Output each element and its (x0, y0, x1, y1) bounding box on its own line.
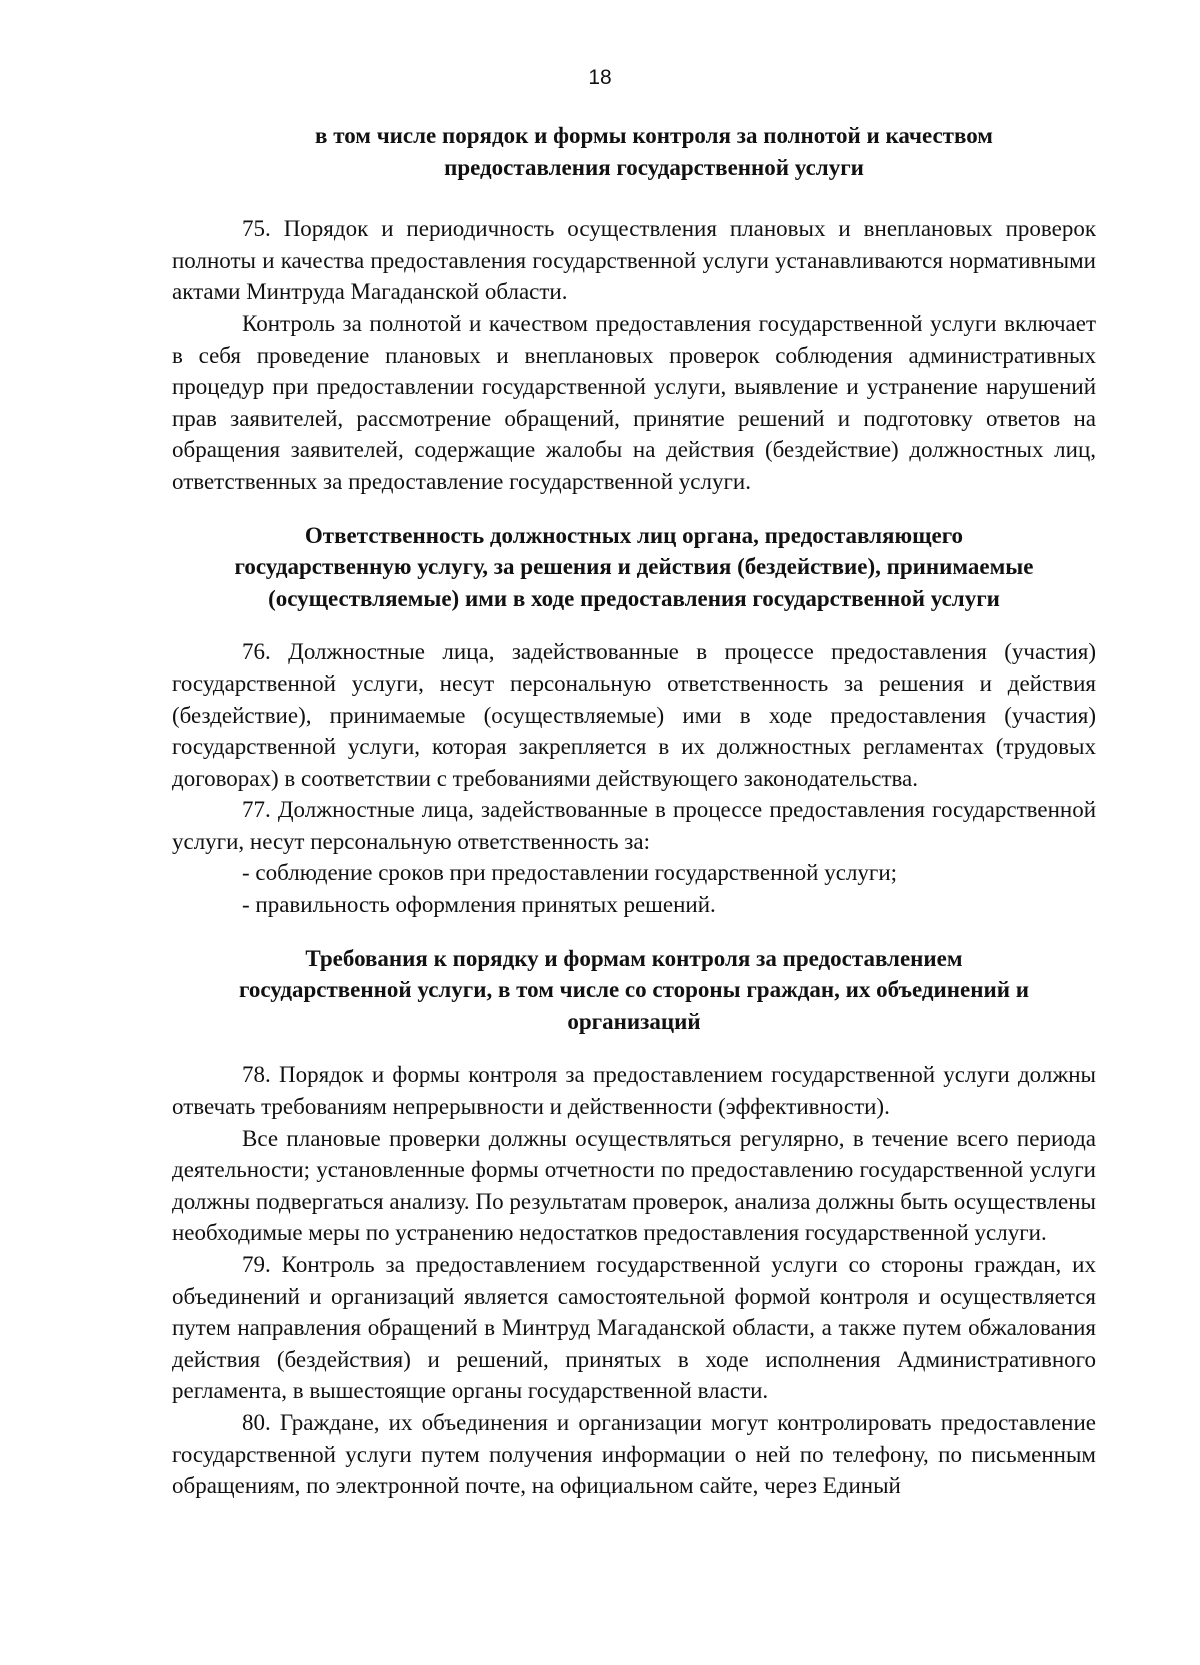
heading-line: предоставления государственной услуги (444, 154, 864, 180)
list-item: - соблюдение сроков при предоставлении государственной услуги; (242, 860, 898, 886)
heading-line: государственной услуги, в том числе со стороны граждан, их объединений и (239, 977, 1029, 1003)
paragraph-78: 78. Порядок и формы контроля за предоставлением государственной услуги должны отвечать требованиям непрерывности и действенности (эффективности). (172, 1062, 1096, 1120)
paragraph-80: 80. Граждане, их объединения и организации могут контролировать предоставление государственной услуги путем получения информации о ней по телефону, по письменным обращениям, по электронной почте, на официальном сайте, через Единый (172, 1409, 1096, 1499)
heading-line: Ответственность должностных лиц органа, предоставляющего (304, 522, 964, 548)
heading-line: организаций (567, 1008, 701, 1034)
heading-line: Требования к порядку и формам контроля за предоставлением (305, 945, 963, 971)
document-body (172, 120, 1096, 1502)
heading-line: государственную услугу, за решения и действия (бездействие), принимаемые (234, 554, 1034, 580)
section-heading-officials-responsibility (172, 520, 1096, 615)
paragraph-control-scope: Контроль за полнотой и качеством предоставления государственной услуги включает в себя проведение плановых и внеплановых проверок соблюдения административных процедур при предоставлении государственной услуги, выявление и устранение нарушений прав заявителей, рассмотрение обращений, принятие решений и подготовку ответов на обращения заявителей, содержащие жалобы на действия (бездействие) должностных лиц, ответственных за предоставление государственной услуги. (172, 310, 1096, 494)
paragraph-planned-checks: Все плановые проверки должны осуществляться регулярно, в течение всего периода деятельности; установленные формы отчетности по предоставлению государственной услуги должны подвергаться анализу. По результатам проверок, анализа должны быть осуществлены необходимые меры по устранению недостатков предоставления государственной услуги. (172, 1125, 1096, 1246)
paragraph-75: 75. Порядок и периодичность осуществления плановых и внеплановых проверок полноты и качества предоставления государственной услуги устанавливаются нормативными актами Минтруда Магаданской области. (172, 216, 1096, 305)
heading-line: (осуществляемые) ими в ходе предоставления государственной услуги (268, 585, 1000, 611)
section-heading-control-completeness (172, 120, 1096, 183)
heading-line: в том числе порядок и формы контроля за полнотой и качеством (315, 123, 993, 148)
paragraph-79: 79. Контроль за предоставлением государственной услуги со стороны граждан, их объединений и организаций является самостоятельной формой контроля и осуществляется путем направления обращений в Минтруд Магаданской области, а также путем обжалования действия (бездействия) и решений, принятых в ходе исполнения Административного регламента, в вышестоящие органы государственной власти. (172, 1252, 1096, 1404)
list-item: - правильность оформления принятых решений. (242, 892, 716, 918)
page-number: 18 (588, 66, 612, 89)
section-heading-control-requirements (172, 943, 1096, 1038)
paragraph-76: 76. Должностные лица, задействованные в процессе предоставления (участия) государственной услуги, несут персональную ответственность за решения и действия (бездействие), принимаемые (осуществляемые) ими в ходе предоставления (участия) государственной услуги, которая закрепляется в их должностных регламентах (трудовых договорах) в соответствии с требованиями действующего законодательства. (172, 639, 1096, 791)
paragraph-77: 77. Должностные лица, задействованные в процессе предоставления государственной услуги, несут персональную ответственность за: (172, 797, 1096, 854)
